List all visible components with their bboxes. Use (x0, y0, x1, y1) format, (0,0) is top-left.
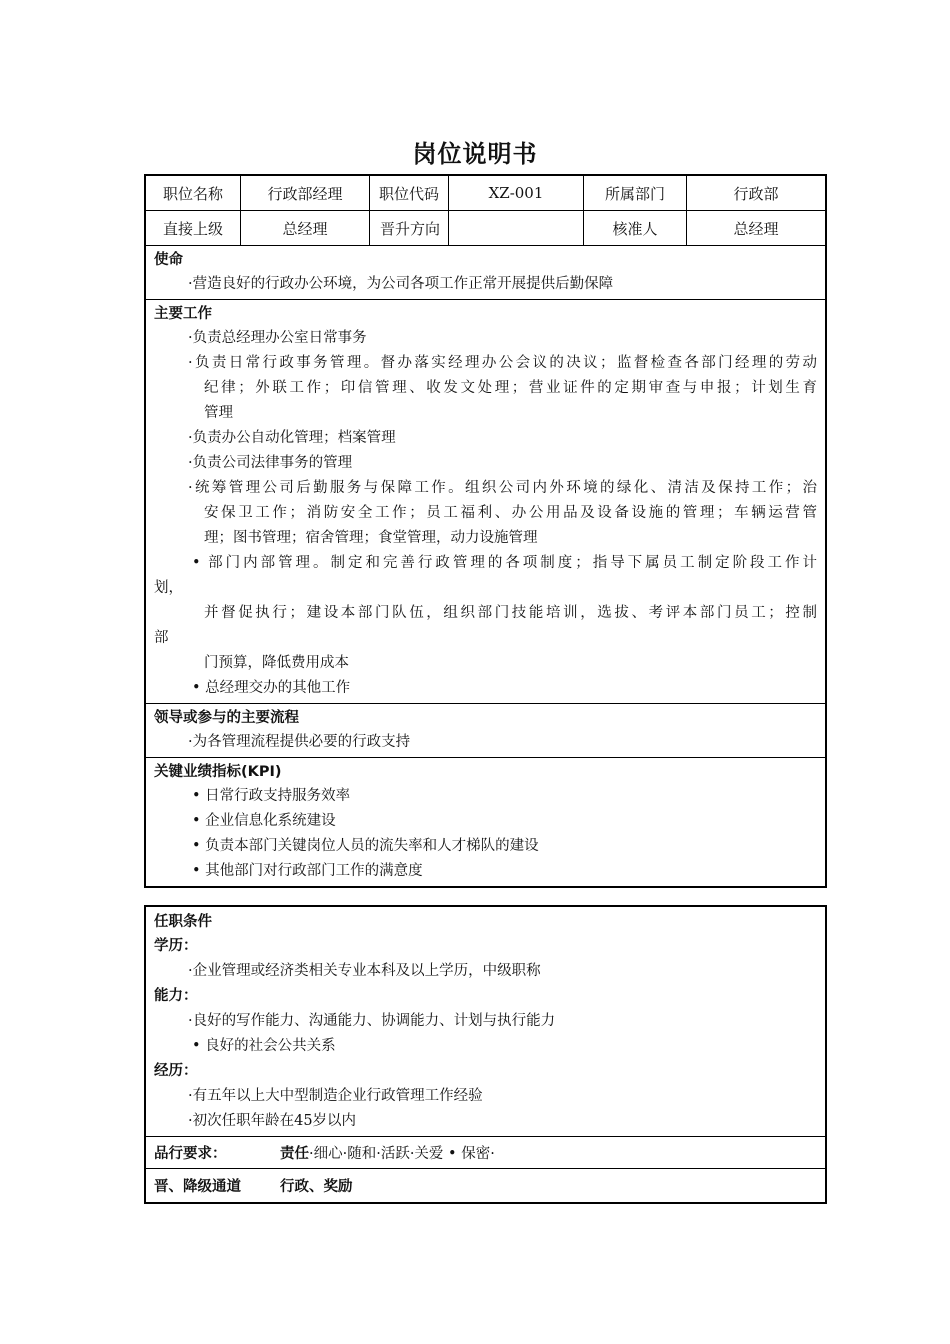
requirements-section (146, 907, 825, 1137)
value-position-name: 行政部经理 (241, 176, 370, 210)
list-item: • 总经理交办的其他工作 (192, 680, 351, 696)
value-position-code: XZ-001 (449, 176, 584, 210)
list-item: • 负责本部门关键岗位人员的流失率和人才梯队的建设 (192, 838, 539, 854)
list-item: ·初次任职年龄在45岁以内 (188, 1113, 357, 1129)
label-promotion-direction: 晋升方向 (370, 211, 449, 245)
education-label: 学历： (154, 938, 198, 954)
kpi-heading: 关键业绩指标(KPI) (154, 764, 282, 780)
label-position-code: 职位代码 (370, 176, 449, 210)
list-item: ·企业管理或经济类相关专业本科及以上学历，中级职称 (188, 963, 541, 979)
promotion-row (154, 1169, 817, 1202)
header-row-2 (146, 211, 825, 246)
process-section (146, 704, 825, 758)
list-item: 管理 (204, 405, 233, 421)
job-description-table (144, 174, 827, 888)
conduct-row (154, 1137, 817, 1168)
list-item: 安保卫工作；消防安全工作；员工福利、办公用品及设备设施的管理；车辆运营管 (204, 505, 817, 521)
value-department: 行政部 (733, 184, 779, 203)
list-item: ·有五年以上大中型制造企业行政管理工作经验 (188, 1088, 483, 1104)
mission-section (146, 246, 825, 300)
list-item: 并督促执行；建设本部门队伍，组织部门技能培训，选拔、考评本部门员工；控制 (204, 605, 817, 621)
list-item: ·负责总经理办公室日常事务 (188, 330, 367, 346)
list-item: • 良好的社会公共关系 (192, 1038, 336, 1054)
list-item: ·良好的写作能力、沟通能力、协调能力、计划与执行能力 (188, 1013, 556, 1029)
list-item: ·负责办公自动化管理；档案管理 (188, 430, 396, 446)
requirements-heading: 任职条件 (154, 914, 212, 930)
mission-item: ·营造良好的行政办公环境，为公司各项工作正常开展提供后勤保障 (188, 276, 614, 292)
experience-label: 经历： (154, 1063, 198, 1079)
conduct-value-bold: 责任 (280, 1146, 309, 1162)
ability-label: 能力： (154, 988, 198, 1004)
main-work-section (146, 300, 825, 704)
list-item: • 部门内部管理。制定和完善行政管理的各项制度；指导下属员工制定阶段工作计 (192, 555, 817, 571)
conduct-label: 品行要求： (154, 1146, 227, 1162)
list-item: 划， (154, 580, 183, 596)
list-item: ·统筹管理公司后勤服务与保障工作。组织公司内外环境的绿化、清洁及保持工作；治 (188, 480, 817, 496)
page-title: 岗位说明书 (412, 140, 538, 168)
list-item: 纪律；外联工作；印信管理、收发文处理；营业证件的定期审查与申报；计划生育 (204, 380, 817, 396)
header-row-1 (146, 176, 825, 211)
list-item: • 其他部门对行政部门工作的满意度 (192, 863, 423, 879)
label-position-name: 职位名称 (146, 176, 241, 210)
main-work-heading: 主要工作 (154, 306, 212, 322)
list-item: 门预算，降低费用成本 (204, 655, 349, 671)
promotion-section (146, 1169, 825, 1202)
list-item: ·为各管理流程提供必要的行政支持 (188, 734, 411, 750)
list-item: 部 (154, 630, 169, 646)
list-item: 理；图书管理；宿舍管理；食堂管理，动力设施管理 (204, 530, 538, 546)
list-item: • 企业信息化系统建设 (192, 813, 336, 829)
conduct-value-rest: ·细心·随和·活跃·关爱 • 保密· (309, 1146, 495, 1162)
value-supervisor: 总经理 (241, 211, 370, 245)
requirements-table (144, 905, 827, 1204)
label-approver: 核准人 (584, 211, 687, 245)
list-item: ·负责公司法律事务的管理 (188, 455, 353, 471)
label-department: 所属部门 (584, 176, 687, 210)
promotion-label: 晋、降级通道 (154, 1179, 241, 1195)
value-approver: 总经理 (733, 219, 779, 238)
list-item: • 日常行政支持服务效率 (192, 788, 351, 804)
kpi-section (146, 758, 825, 886)
conduct-value (280, 1142, 495, 1163)
process-heading: 领导或参与的主要流程 (154, 710, 299, 726)
mission-heading: 使命 (154, 252, 183, 268)
label-supervisor: 直接上级 (146, 211, 241, 245)
conduct-section (146, 1137, 825, 1169)
list-item: ·负责日常行政事务管理。督办落实经理办公会议的决议；监督检查各部门经理的劳动 (188, 355, 817, 371)
promotion-value: 行政、奖励 (280, 1179, 353, 1195)
value-promotion-direction (449, 211, 584, 245)
